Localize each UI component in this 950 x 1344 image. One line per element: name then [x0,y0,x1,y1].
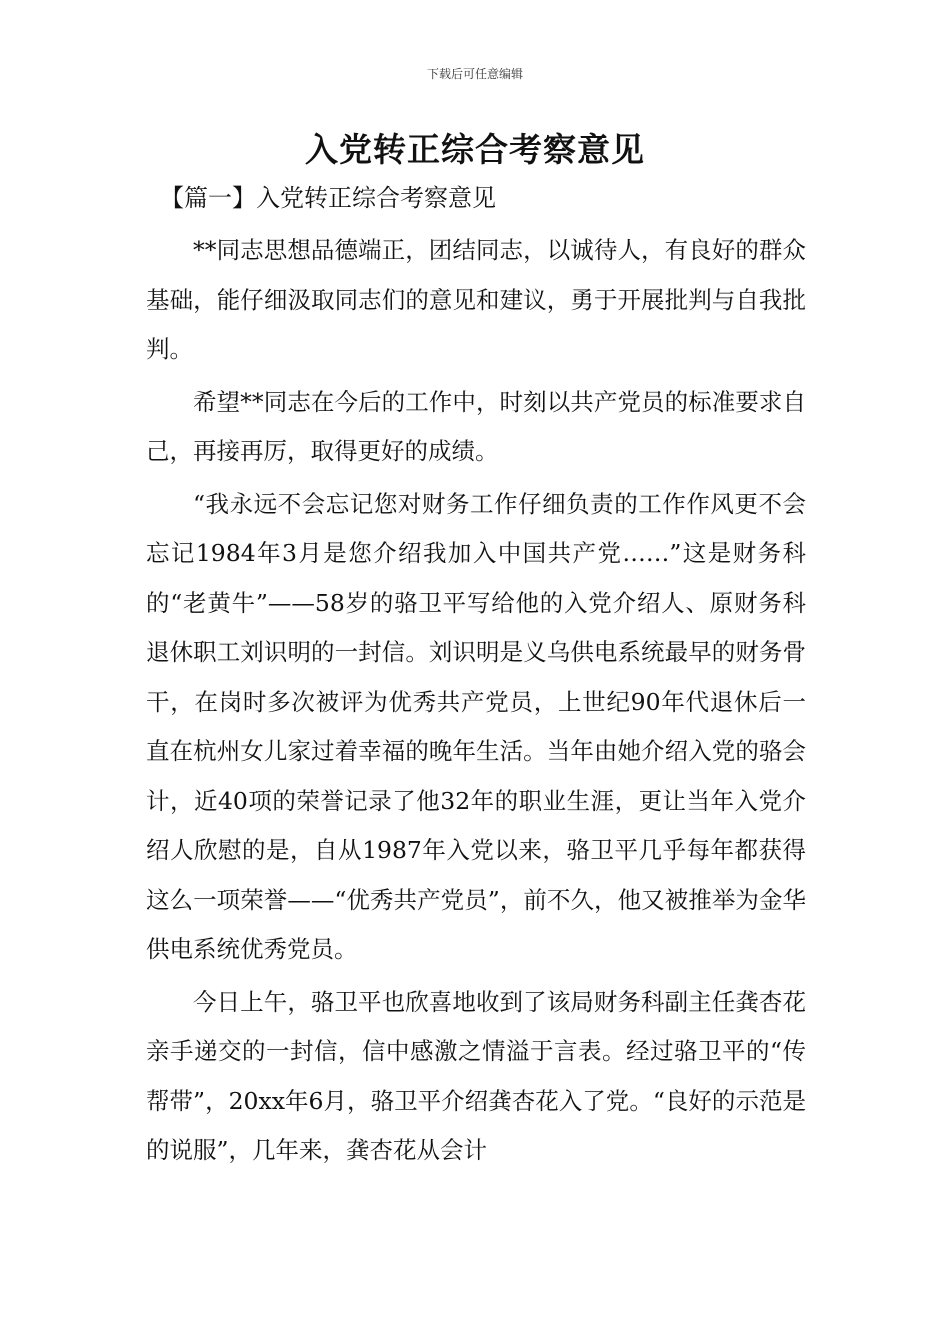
section-heading: 【篇一】入党转正综合考察意见 [160,184,496,212]
header-note: 下载后可任意编辑 [426,67,523,81]
document-body [146,226,806,1176]
paragraph: **同志思想品德端正，团结同志，以诚待人，有良好的群众基础，能仔细汲取同志们的意见和建议，勇于开展批判与自我批判。 [146,236,806,363]
paragraph: “我永远不会忘记您对财务工作仔细负责的工作作风更不会忘记1984年3月是您介绍我加入中国共产党……”这是财务科的“老黄牛”——58岁的骆卫平写给他的入党介绍人、原财务科退休职工刘识明的一封信。刘识明是义乌供电系统最早的财务骨干，在岗时多次被评为优秀共产党员，上世纪90年代退休后一直在杭州女儿家过着幸福的晚年生活。当年由她介绍入党的骆会计，近40项的荣誉记录了他32年的职业生涯，更让当年入党介绍人欣慰的是，自从1987年入党以来，骆卫平几乎每年都获得这么一项荣誉——“优秀共产党员”，前不久，他又被推举为金华供电系统优秀党员。 [146,489,806,963]
document-title: 入党转正综合考察意见 [305,130,645,169]
paragraph: 希望**同志在今后的工作中，时刻以共产党员的标准要求自己，再接再厉，取得更好的成绩。 [146,387,806,465]
paragraph: 今日上午，骆卫平也欣喜地收到了该局财务科副主任龚杏花亲手递交的一封信，信中感激之情溢于言表。经过骆卫平的“传帮带”，20xx年6月，骆卫平介绍龚杏花入了党。“良好的示范是的说服”，几年来，龚杏花从会计 [146,987,806,1164]
